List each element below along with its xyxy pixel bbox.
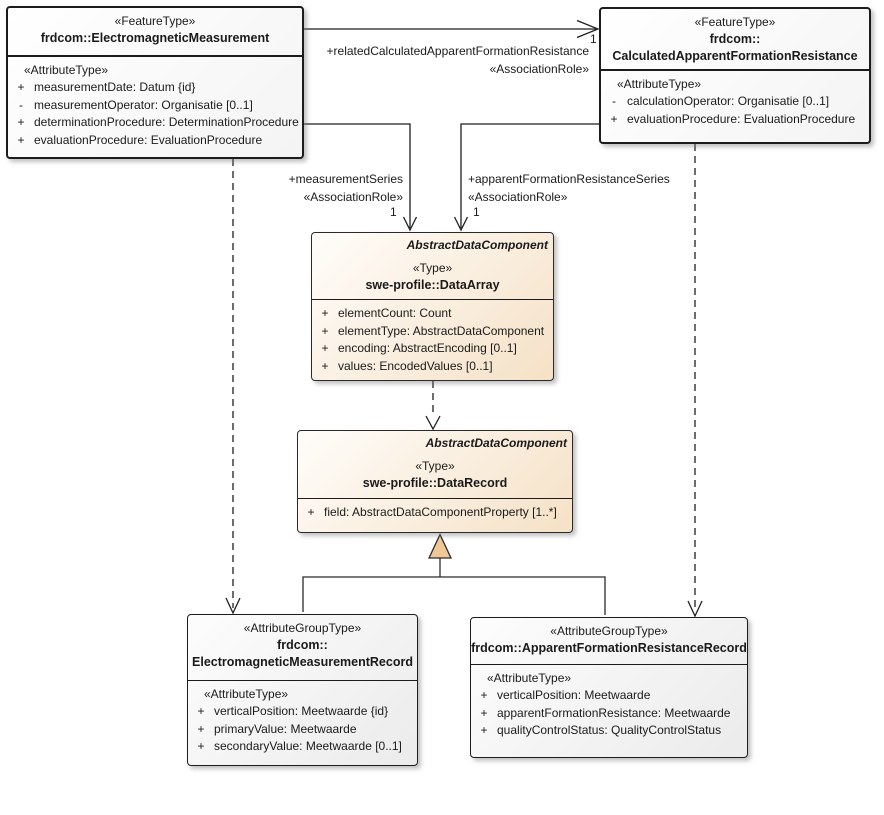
stereotype-label: «Type» bbox=[415, 459, 455, 473]
visibility: + bbox=[480, 723, 488, 737]
attribute-compartment bbox=[312, 300, 553, 380]
class-name: swe-profile::DataArray bbox=[365, 278, 500, 292]
attribute-row bbox=[188, 721, 417, 739]
multiplicity-label: 1 bbox=[590, 32, 597, 46]
attribute-row bbox=[8, 79, 302, 97]
class-electromagnetic-measurement-record[interactable] bbox=[187, 614, 418, 766]
visibility: + bbox=[321, 323, 329, 338]
class-title bbox=[298, 431, 572, 499]
attribute-text: verticalPosition: Meetwaarde {id} bbox=[214, 704, 389, 718]
attribute-text: primaryValue: Meetwaarde bbox=[214, 721, 357, 736]
visibility: + bbox=[610, 111, 618, 126]
attribute-row bbox=[471, 705, 747, 723]
multiplicity-label: 1 bbox=[473, 205, 480, 219]
stereotype-label: «FeatureType» bbox=[694, 15, 776, 29]
supertype-label: AbstractDataComponent bbox=[425, 436, 567, 450]
stereotype-label: «FeatureType» bbox=[114, 14, 196, 28]
visibility: + bbox=[197, 721, 205, 736]
attribute-text: elementCount: Count bbox=[338, 306, 452, 320]
visibility: - bbox=[19, 97, 23, 112]
association-related-calculated[interactable] bbox=[304, 21, 598, 38]
class-swe-dataarray[interactable] bbox=[311, 232, 554, 381]
attribute-text: qualityControlStatus: QualityControlStatus bbox=[497, 723, 722, 737]
attribute-row bbox=[8, 132, 302, 150]
visibility: + bbox=[480, 688, 488, 702]
attribute-row bbox=[601, 93, 869, 111]
class-swe-datarecord[interactable] bbox=[297, 430, 573, 533]
class-apparent-formation-resistance-record[interactable] bbox=[470, 617, 748, 758]
attribute-text: encoding: AbstractEncoding [0..1] bbox=[338, 341, 517, 355]
attribute-text: measurementDate: Datum {id} bbox=[34, 80, 196, 94]
attribute-text: determinationProcedure: DeterminationProcedure bbox=[34, 115, 299, 129]
attribute-row bbox=[312, 340, 553, 358]
stereotype-label: «AttributeGroupType» bbox=[550, 624, 668, 638]
dependency-dataarray-to-datarecord[interactable] bbox=[426, 381, 440, 429]
dependency-em-to-record[interactable] bbox=[226, 159, 240, 613]
association-role-label: +measurementSeries bbox=[288, 172, 403, 186]
attribute-text: evaluationProcedure: EvaluationProcedure bbox=[627, 111, 856, 126]
stereotype-label: «Type» bbox=[412, 261, 453, 275]
association-role-label: +relatedCalculatedApparentFormationResistance bbox=[326, 44, 589, 58]
generalization-to-datarecord[interactable] bbox=[303, 535, 605, 616]
visibility: + bbox=[321, 306, 329, 320]
attribute-row bbox=[601, 111, 869, 129]
association-stereotype-label: «AssociationRole» bbox=[303, 190, 403, 204]
visibility: + bbox=[321, 358, 329, 373]
class-name: frdcom::ApparentFormationResistanceRecord bbox=[471, 641, 747, 655]
class-name: frdcom:: bbox=[277, 638, 328, 652]
attribute-row bbox=[8, 114, 302, 132]
generalization-triangle-icon bbox=[429, 535, 451, 559]
class-calculated-apparent-formation-resistance[interactable] bbox=[599, 7, 871, 144]
attribute-compartment bbox=[298, 499, 572, 532]
open-arrowhead-down-icon bbox=[426, 416, 440, 429]
visibility: + bbox=[480, 705, 488, 720]
attribute-type-header: «AttributeType» bbox=[617, 77, 702, 91]
class-name: ElectromagneticMeasurementRecord bbox=[192, 655, 413, 669]
association-stereotype-label: «AssociationRole» bbox=[489, 62, 589, 76]
attribute-type-header: «AttributeType» bbox=[204, 687, 289, 701]
visibility: + bbox=[321, 341, 329, 355]
attribute-compartment bbox=[188, 681, 417, 765]
class-name: CalculatedApparentFormationResistance bbox=[612, 49, 858, 63]
dependency-cafr-to-record[interactable] bbox=[688, 144, 702, 616]
visibility: + bbox=[17, 115, 25, 129]
attribute-row bbox=[8, 97, 302, 115]
attribute-row bbox=[312, 358, 553, 376]
class-title bbox=[601, 9, 869, 71]
class-title bbox=[8, 8, 302, 57]
attribute-row bbox=[312, 323, 553, 341]
attribute-row bbox=[298, 504, 572, 522]
attribute-type-header: «AttributeType» bbox=[24, 63, 109, 77]
class-title bbox=[471, 618, 747, 665]
attribute-row bbox=[471, 687, 747, 705]
association-role-label: +apparentFormationResistanceSeries bbox=[468, 172, 670, 186]
attribute-text: calculationOperator: Organisatie [0..1] bbox=[627, 94, 830, 108]
attribute-row bbox=[471, 722, 747, 740]
attribute-text: elementType: AbstractDataComponent bbox=[338, 323, 545, 338]
attribute-text: verticalPosition: Meetwaarde bbox=[497, 688, 651, 702]
attribute-text: measurementOperator: Organisatie [0..1] bbox=[34, 97, 253, 112]
visibility: + bbox=[307, 505, 315, 519]
class-title bbox=[312, 233, 553, 300]
attribute-compartment bbox=[471, 665, 747, 757]
attribute-row bbox=[188, 738, 417, 756]
attribute-text: values: EncodedValues [0..1] bbox=[338, 358, 493, 373]
attribute-text: apparentFormationResistance: Meetwaarde bbox=[497, 705, 731, 720]
supertype-label: AbstractDataComponent bbox=[406, 238, 548, 252]
multiplicity-label: 1 bbox=[390, 205, 397, 219]
attribute-text: field: AbstractDataComponentProperty [1..*] bbox=[324, 505, 557, 519]
attribute-row bbox=[188, 703, 417, 721]
attribute-compartment bbox=[8, 57, 302, 157]
class-title bbox=[188, 615, 417, 681]
class-name: swe-profile::DataRecord bbox=[362, 476, 508, 490]
stereotype-label: «AttributeGroupType» bbox=[243, 621, 362, 635]
attribute-compartment bbox=[601, 71, 869, 142]
attribute-text: evaluationProcedure: EvaluationProcedure bbox=[34, 132, 263, 147]
attribute-type-header: «AttributeType» bbox=[487, 671, 572, 685]
visibility: + bbox=[17, 132, 25, 147]
attribute-text: secondaryValue: Meetwaarde [0..1] bbox=[214, 739, 402, 753]
visibility: + bbox=[197, 704, 205, 718]
association-stereotype-label: «AssociationRole» bbox=[468, 190, 568, 204]
class-electromagnetic-measurement[interactable] bbox=[6, 6, 304, 159]
attribute-row bbox=[312, 305, 553, 323]
class-name: frdcom::ElectromagneticMeasurement bbox=[40, 31, 270, 45]
class-name: frdcom:: bbox=[709, 32, 761, 46]
visibility: - bbox=[612, 94, 616, 108]
visibility: + bbox=[197, 739, 205, 753]
visibility: + bbox=[17, 80, 25, 94]
